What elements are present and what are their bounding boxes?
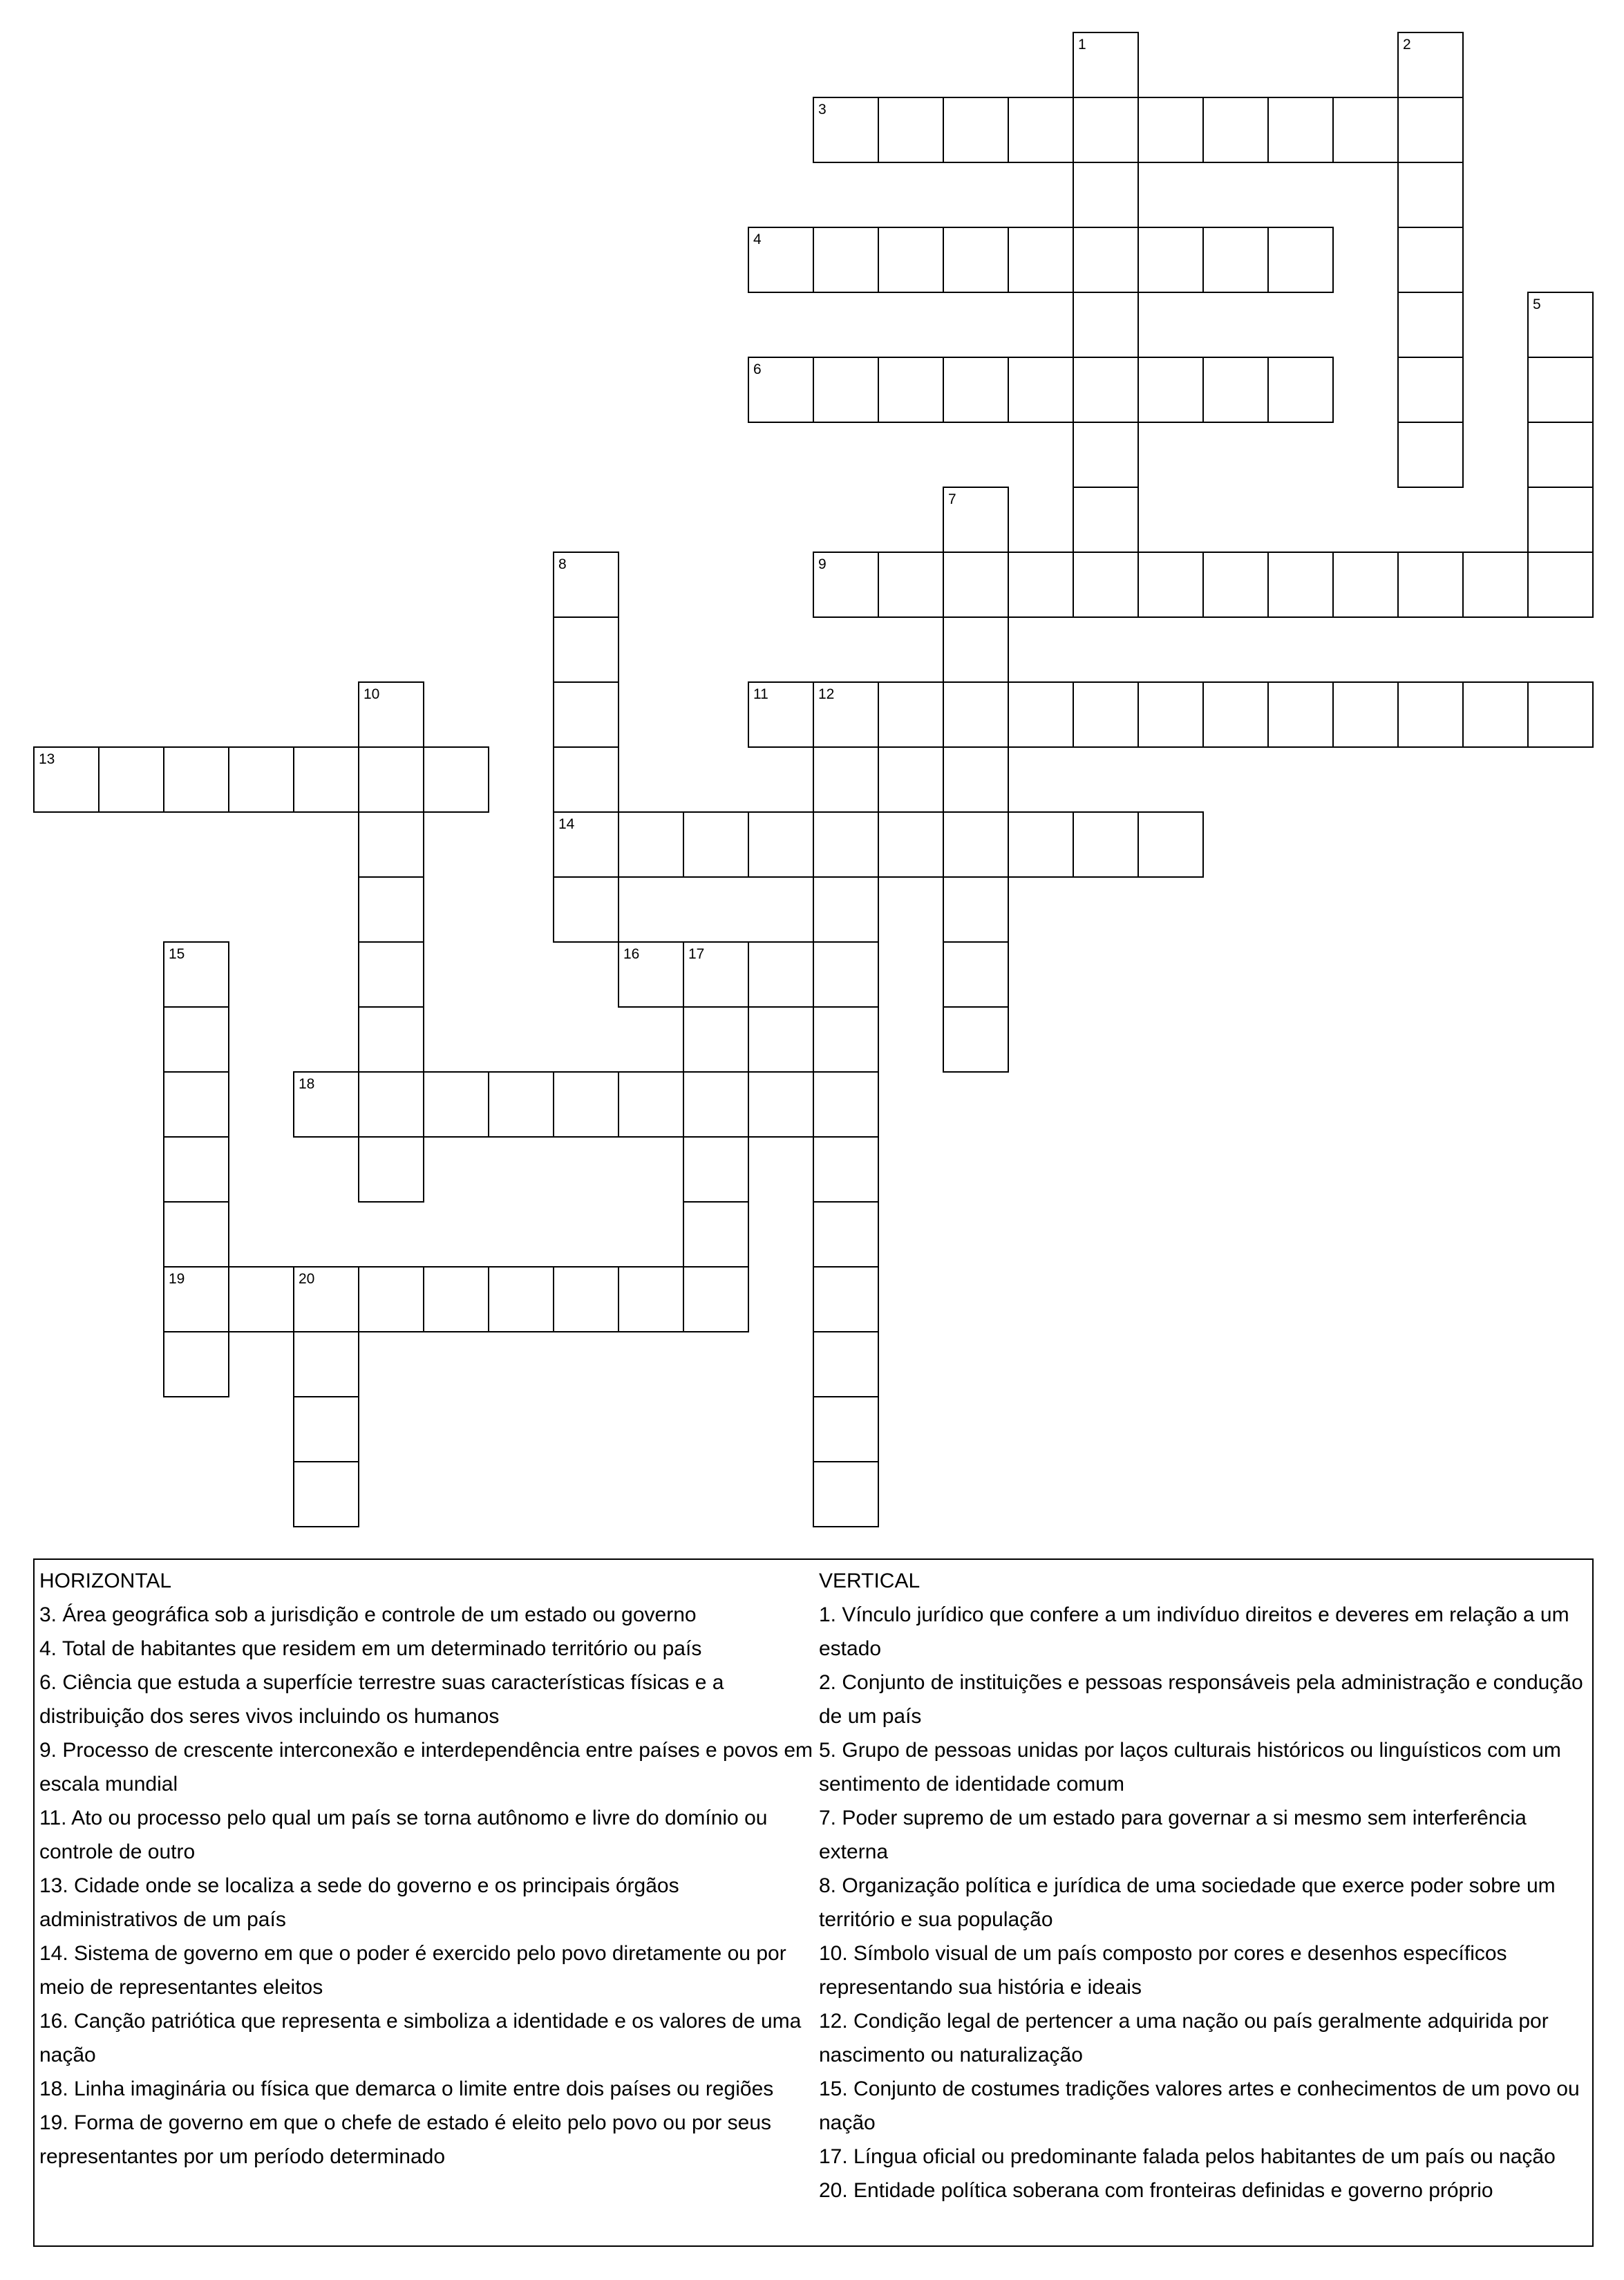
crossword-cell — [1397, 227, 1464, 293]
crossword-cell — [683, 1006, 749, 1073]
crossword-cell — [943, 941, 1009, 1008]
crossword-cell — [943, 227, 1009, 293]
crossword-cell — [553, 1071, 619, 1138]
crossword-cell — [683, 941, 749, 1008]
horizontal-clue-4: 4. Total de habitantes que residem em um determinado território ou país — [39, 1637, 702, 1660]
crossword-cell — [618, 941, 684, 1008]
clue-number: 7 — [948, 491, 956, 507]
crossword-cell — [1137, 552, 1204, 618]
crossword-cell — [1137, 227, 1204, 293]
crossword-cell — [878, 552, 944, 618]
vertical-clue-5: 5. Grupo de pessoas unidas por laços culturais históricos ou linguísticos com um sentimento de identidade comum — [819, 1739, 1561, 1796]
crossword-cell — [553, 876, 619, 943]
crossword-cell — [1267, 552, 1334, 618]
crossword-cell — [1332, 97, 1399, 163]
crossword-cell — [33, 746, 100, 813]
crossword-cell — [293, 1396, 359, 1462]
crossword-cell — [163, 1006, 229, 1073]
crossword-cell — [553, 681, 619, 748]
crossword-cell — [1462, 552, 1529, 618]
crossword-cell — [683, 1071, 749, 1138]
crossword-cell — [1397, 357, 1464, 423]
crossword-cell — [813, 97, 879, 163]
crossword-grid — [33, 32, 1594, 1527]
crossword-cell — [943, 97, 1009, 163]
crossword-cell — [878, 227, 944, 293]
crossword-cell — [1202, 681, 1269, 748]
clue-number: 3 — [818, 102, 827, 117]
crossword-cell — [98, 746, 164, 813]
crossword-cell — [878, 97, 944, 163]
crossword-cell — [813, 552, 879, 618]
crossword-cell — [228, 746, 294, 813]
crossword-cell — [748, 1071, 814, 1138]
crossword-cell — [813, 1006, 879, 1073]
crossword-cell — [1202, 97, 1269, 163]
crossword-cell — [553, 811, 619, 878]
crossword-cell — [293, 1331, 359, 1397]
crossword-cell — [813, 1331, 879, 1397]
crossword-cell — [358, 1266, 424, 1332]
vertical-clue-8: 8. Organização política e jurídica de uma sociedade que exerce poder sobre um território e sua população — [819, 1874, 1556, 1931]
crossword-cell — [1073, 162, 1139, 228]
crossword-cell — [358, 876, 424, 943]
crossword-cell — [1073, 227, 1139, 293]
clue-number: 16 — [623, 946, 640, 962]
crossword-cell — [163, 1331, 229, 1397]
horizontal-clue-13: 13. Cidade onde se localiza a sede do governo e os principais órgãos administrativos de um país — [39, 1874, 679, 1931]
crossword-cell — [943, 876, 1009, 943]
crossword-cell — [683, 1201, 749, 1268]
clue-number: 4 — [753, 232, 762, 247]
crossword-cell — [358, 811, 424, 878]
crossword-cell — [1008, 357, 1074, 423]
crossword-cell — [1202, 552, 1269, 618]
crossword-cell — [1397, 97, 1464, 163]
clue-number: 11 — [753, 686, 768, 702]
crossword-cell — [488, 1266, 554, 1332]
crossword-cell — [943, 681, 1009, 748]
crossword-cell — [813, 227, 879, 293]
crossword-cell — [618, 1266, 684, 1332]
crossword-cell — [813, 1266, 879, 1332]
crossword-cell — [1137, 357, 1204, 423]
clue-number: 14 — [558, 816, 575, 832]
horizontal-clue-6: 6. Ciência que estuda a superfície terrestre suas características físicas e a distribuição dos seres vivos incluindo os humanos — [39, 1671, 724, 1728]
clue-number: 17 — [688, 946, 705, 962]
crossword-cell — [293, 1461, 359, 1527]
crossword-cell — [1267, 227, 1334, 293]
crossword-cell — [1397, 681, 1464, 748]
clue-box — [33, 1558, 1594, 2247]
vertical-clue-7: 7. Poder supremo de um estado para governar a si mesmo sem interferência externa — [819, 1807, 1527, 1863]
crossword-cell — [1137, 97, 1204, 163]
crossword-cell — [163, 1266, 229, 1332]
crossword-cell — [943, 811, 1009, 878]
crossword-cell — [683, 1266, 749, 1332]
horizontal-clue-14: 14. Sistema de governo em que o poder é exercido pelo povo diretamente ou por meio de representantes eleitos — [39, 1942, 786, 1999]
crossword-cell — [943, 1006, 1009, 1073]
horizontal-clue-3: 3. Área geográfica sob a jurisdição e controle de um estado ou governo — [39, 1603, 697, 1626]
crossword-cell — [553, 1266, 619, 1332]
crossword-cell — [1527, 552, 1594, 618]
crossword-cell — [163, 746, 229, 813]
crossword-cell — [878, 681, 944, 748]
crossword-cell — [1267, 681, 1334, 748]
crossword-cell — [748, 941, 814, 1008]
horizontal-clue-9: 9. Processo de crescente interconexão e interdependência entre países e povos em escala mundial — [39, 1739, 813, 1796]
crossword-cell — [358, 1136, 424, 1203]
crossword-cell — [748, 811, 814, 878]
crossword-cell — [1462, 681, 1529, 748]
crossword-cell — [813, 941, 879, 1008]
crossword-cell — [878, 357, 944, 423]
vertical-clue-10: 10. Símbolo visual de um país composto por cores e desenhos específicos representando sua história e ideais — [819, 1942, 1507, 1999]
vertical-clues — [819, 1564, 1589, 2207]
crossword-cell — [813, 1461, 879, 1527]
crossword-cell — [1397, 552, 1464, 618]
clue-number: 18 — [299, 1076, 315, 1092]
crossword-cell — [943, 746, 1009, 813]
crossword-cell — [1137, 681, 1204, 748]
crossword-cell — [618, 1071, 684, 1138]
crossword-cell — [1008, 811, 1074, 878]
crossword-cell — [293, 1071, 359, 1138]
crossword-cell — [1527, 357, 1594, 423]
crossword-cell — [1073, 292, 1139, 358]
crossword-cell — [553, 746, 619, 813]
crossword-cell — [813, 1071, 879, 1138]
crossword-cell — [358, 1071, 424, 1138]
crossword-cell — [1527, 681, 1594, 748]
horizontal-clue-18: 18. Linha imaginária ou física que demarca o limite entre dois países ou regiões — [39, 2078, 774, 2100]
crossword-cell — [1397, 292, 1464, 358]
crossword-cell — [618, 811, 684, 878]
horizontal-clues — [39, 1564, 817, 2174]
clue-number: 5 — [1533, 296, 1541, 312]
crossword-cell — [813, 1396, 879, 1462]
crossword-cell — [1527, 292, 1594, 358]
horizontal-clue-16: 16. Canção patriótica que representa e simboliza a identidade e os valores de uma nação — [39, 2010, 802, 2066]
crossword-cell — [943, 357, 1009, 423]
crossword-cell — [1137, 811, 1204, 878]
vertical-heading: VERTICAL — [819, 1570, 920, 1592]
crossword-cell — [1073, 811, 1139, 878]
clue-number: 19 — [169, 1271, 185, 1287]
clue-number: 2 — [1403, 37, 1411, 53]
crossword-cell — [163, 941, 229, 1008]
crossword-cell — [683, 1136, 749, 1203]
vertical-clue-2: 2. Conjunto de instituições e pessoas responsáveis pela administração e condução de um país — [819, 1671, 1583, 1728]
crossword-cell — [1073, 552, 1139, 618]
vertical-clue-1: 1. Vínculo jurídico que confere a um indivíduo direitos e deveres em relação a um estado — [819, 1603, 1569, 1660]
vertical-clue-12: 12. Condição legal de pertencer a uma nação ou país geralmente adquirida por nascimento ou naturalização — [819, 2010, 1549, 2066]
clue-number: 20 — [299, 1271, 315, 1287]
clue-number: 1 — [1078, 37, 1086, 53]
crossword-cell — [813, 1201, 879, 1268]
clue-number: 15 — [169, 946, 185, 962]
crossword-cell — [1073, 681, 1139, 748]
crossword-cell — [813, 811, 879, 878]
crossword-cell — [1202, 227, 1269, 293]
crossword-cell — [423, 746, 489, 813]
crossword-cell — [488, 1071, 554, 1138]
crossword-cell — [878, 811, 944, 878]
crossword-cell — [228, 1266, 294, 1332]
crossword-cell — [1073, 97, 1139, 163]
crossword-cell — [748, 681, 814, 748]
crossword-cell — [1008, 97, 1074, 163]
crossword-cell — [553, 616, 619, 683]
crossword-cell — [813, 1136, 879, 1203]
crossword-cell — [1073, 357, 1139, 423]
crossword-cell — [163, 1071, 229, 1138]
crossword-cell — [1267, 357, 1334, 423]
crossword-cell — [163, 1136, 229, 1203]
crossword-cell — [1073, 32, 1139, 98]
crossword-cell — [423, 1071, 489, 1138]
crossword-cell — [293, 746, 359, 813]
clue-number: 9 — [818, 556, 827, 572]
vertical-clue-17: 17. Língua oficial ou predominante falada pelos habitantes de um país ou nação — [819, 2145, 1556, 2168]
clue-number: 6 — [753, 361, 762, 377]
clue-number: 10 — [363, 686, 380, 702]
crossword-cell — [553, 552, 619, 618]
crossword-cell — [1332, 552, 1399, 618]
vertical-clue-15: 15. Conjunto de costumes tradições valores artes e conhecimentos de um povo ou nação — [819, 2078, 1580, 2134]
crossword-cell — [1527, 422, 1594, 488]
crossword-cell — [1397, 32, 1464, 98]
crossword-cell — [1267, 97, 1334, 163]
crossword-cell — [1008, 227, 1074, 293]
horizontal-clue-19: 19. Forma de governo em que o chefe de estado é eleito pelo povo ou por seus representantes por um período determinado — [39, 2111, 772, 2168]
crossword-cell — [358, 746, 424, 813]
crossword-cell — [358, 941, 424, 1008]
crossword-cell — [813, 746, 879, 813]
crossword-cell — [1008, 552, 1074, 618]
crossword-cell — [683, 811, 749, 878]
crossword-cell — [813, 357, 879, 423]
crossword-cell — [1397, 162, 1464, 228]
horizontal-heading: HORIZONTAL — [39, 1570, 172, 1592]
crossword-cell — [358, 681, 424, 748]
crossword-cell — [813, 681, 879, 748]
crossword-cell — [1008, 681, 1074, 748]
crossword-cell — [1332, 681, 1399, 748]
crossword-cell — [358, 1006, 424, 1073]
vertical-clue-20: 20. Entidade política soberana com fronteiras definidas e governo próprio — [819, 2179, 1493, 2202]
crossword-cell — [1073, 422, 1139, 488]
clue-number: 8 — [558, 556, 567, 572]
clue-number: 13 — [39, 751, 55, 767]
crossword-cell — [423, 1266, 489, 1332]
crossword-cell — [293, 1266, 359, 1332]
crossword-cell — [1527, 487, 1594, 553]
crossword-cell — [1202, 357, 1269, 423]
horizontal-clue-11: 11. Ato ou processo pelo qual um país se torna autônomo e livre do domínio ou controle de outro — [39, 1807, 768, 1863]
crossword-cell — [943, 616, 1009, 683]
crossword-cell — [748, 357, 814, 423]
crossword-cell — [943, 552, 1009, 618]
crossword-cell — [813, 876, 879, 943]
crossword-cell — [1397, 422, 1464, 488]
crossword-cell — [943, 487, 1009, 553]
clue-number: 12 — [818, 686, 835, 702]
crossword-cell — [1073, 487, 1139, 553]
crossword-cell — [163, 1201, 229, 1268]
crossword-cell — [748, 227, 814, 293]
